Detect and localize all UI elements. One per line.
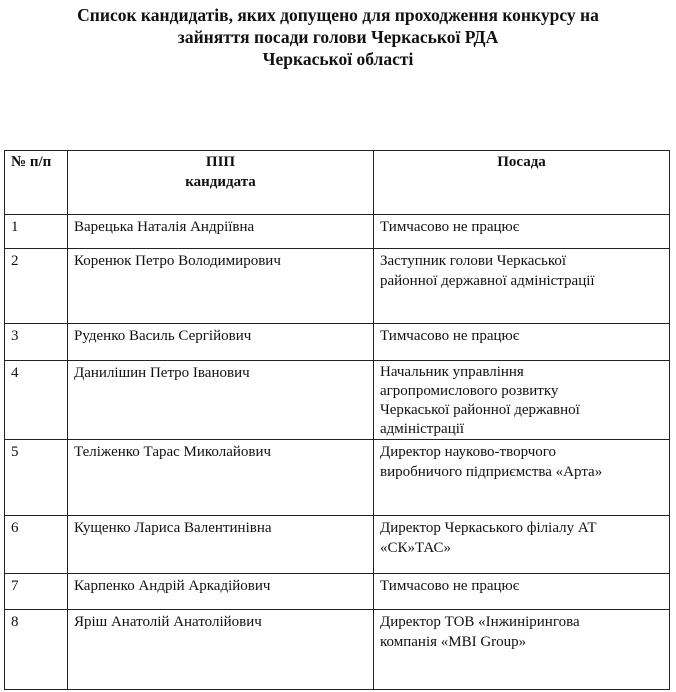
row-number: 8	[5, 610, 68, 690]
table-row	[5, 361, 670, 440]
table-header-row	[5, 151, 670, 215]
position-line: агропромислового розвитку	[380, 383, 559, 399]
header-name-line-2: кандидата	[185, 174, 256, 190]
candidate-position	[374, 574, 670, 610]
candidate-position	[374, 440, 670, 516]
row-number: 6	[5, 516, 68, 574]
position-line: Тимчасово не працює	[380, 219, 520, 235]
row-number: 7	[5, 574, 68, 610]
candidate-name: Карпенко Андрій Аркадійович	[68, 574, 374, 610]
position-line: Начальник управління	[380, 364, 524, 380]
header-name-line-1: ПІП	[205, 154, 236, 170]
candidate-name: Яріш Анатолій Анатолійович	[68, 610, 374, 690]
header-position: Посада	[374, 151, 670, 215]
row-number: 3	[5, 324, 68, 361]
header-number: № п/п	[5, 151, 68, 215]
row-number: 2	[5, 249, 68, 324]
table-row	[5, 215, 670, 249]
candidate-position	[374, 249, 670, 324]
candidate-name: Данилішин Петро Іванович	[68, 361, 374, 440]
position-line: Директор науково-творчого	[380, 444, 557, 460]
candidates-table	[4, 150, 670, 690]
candidate-position	[374, 516, 670, 574]
candidate-position	[374, 610, 670, 690]
header-name	[68, 151, 374, 215]
candidate-position	[374, 215, 670, 249]
position-line: Тимчасово не працює	[380, 328, 520, 344]
position-line: компанія «MBI Group»	[380, 634, 527, 650]
position-line: Заступник голови Черкаської	[380, 253, 567, 269]
position-line: адміністрації	[380, 421, 465, 437]
title-line-2: зайняття посади голови Черкаської РДА	[177, 27, 499, 47]
candidate-name: Коренюк Петро Володимирович	[68, 249, 374, 324]
table-row	[5, 324, 670, 361]
position-line: виробничого підприємства «Арта»	[380, 464, 603, 480]
row-number: 5	[5, 440, 68, 516]
table-row	[5, 610, 670, 690]
title-line-1: Список кандидатів, яких допущено для проходження конкурсу на	[77, 5, 599, 25]
candidate-name: Кущенко Лариса Валентинівна	[68, 516, 374, 574]
position-line: Тимчасово не працює	[380, 578, 520, 594]
table-row	[5, 516, 670, 574]
position-line: Черкаської районної державної	[380, 402, 580, 418]
title-line-3: Черкаської області	[262, 49, 414, 69]
candidate-position	[374, 361, 670, 440]
row-number: 4	[5, 361, 68, 440]
position-line: районної державної адміністрації	[380, 273, 595, 289]
table-row	[5, 249, 670, 324]
candidate-name: Руденко Василь Сергійович	[68, 324, 374, 361]
position-line: Директор Черкаського філіалу АТ	[380, 520, 597, 536]
table-row	[5, 440, 670, 516]
position-line: «СК»ТАС»	[380, 540, 452, 556]
row-number: 1	[5, 215, 68, 249]
candidate-position	[374, 324, 670, 361]
page-title	[0, 4, 676, 70]
table-row	[5, 574, 670, 610]
candidate-name: Теліженко Тарас Миколайович	[68, 440, 374, 516]
candidate-name: Варецька Наталія Андріївна	[68, 215, 374, 249]
position-line: Директор ТОВ «Інжинірингова	[380, 614, 580, 630]
